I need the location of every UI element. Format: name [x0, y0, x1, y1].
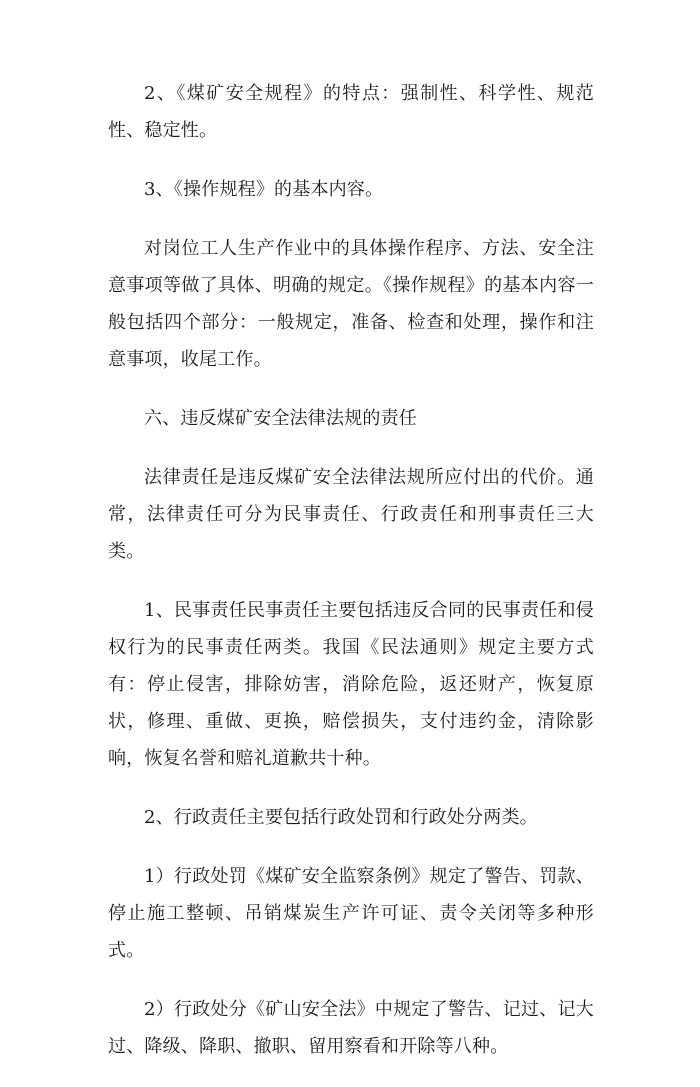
paragraph-administrative-liability: 2、行政责任主要包括行政处罚和行政处分两类。	[144, 807, 538, 828]
paragraph-legal-liability-definition: 法律责任是违反煤矿安全法律法规所应付出的代价。通常，法律责任可分为民事责任、行政责任和刑事责任三大类。	[108, 467, 594, 562]
paragraph-operation-rules-content: 对岗位工人生产作业中的具体操作程序、方法、安全注意事项等做了具体、明确的规定。《操作规程》的基本内容一般包括四个部分：一般规定，准备、检查和处理，操作和注意事项，收尾工作。	[108, 238, 594, 370]
paragraph-operation-rules-heading: 3、《操作规程》的基本内容。	[144, 179, 384, 200]
section-heading-legal-liability: 六、违反煤矿安全法律法规的责任	[144, 408, 417, 429]
paragraph-civil-liability: 1、民事责任民事责任主要包括违反合同的民事责任和侵权行为的民事责任两类。我国《民法通则》规定主要方式有：停止侵害，排除妨害，消除危险，返还财产，恢复原状，修理、重做、更换，赔偿损失，支付违约金，清除影响，恢复名誉和赔礼道歉共十种。	[108, 600, 594, 769]
paragraph-administrative-penalty: 1）行政处罚《煤矿安全监察条例》规定了警告、罚款、停止施工整顿、吊销煤炭生产许可证、责令关闭等多种形式。	[108, 866, 594, 961]
document-body	[108, 75, 594, 1087]
paragraph-administrative-sanction: 2）行政处分《矿山安全法》中规定了警告、记过、记大过、降级、降职、撤职、留用察看和开除等八种。	[108, 999, 594, 1057]
paragraph-regulation-features: 2、《煤矿安全规程》的特点：强制性、科学性、规范性、稳定性。	[108, 83, 594, 141]
